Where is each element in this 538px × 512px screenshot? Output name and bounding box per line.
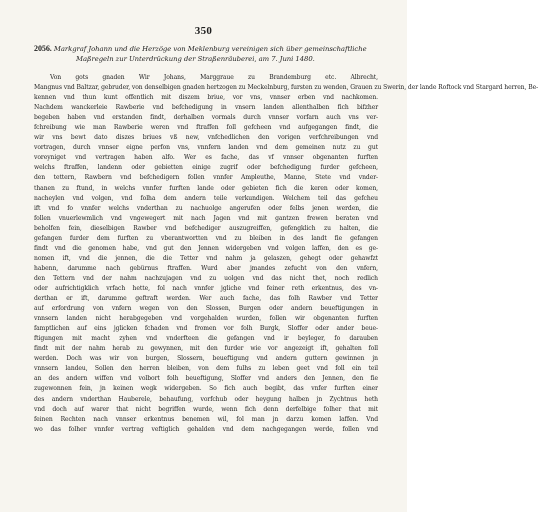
body-line: thanen zu ftund, in welchs vnnfer furften lande oder gebieten fich die keren oder komen, xyxy=(34,184,378,192)
body-line: wo das folher vnnfer vertrag veftiglich gehalden vnd dem nachgegangen werde, follen vnd xyxy=(34,425,378,433)
heading-line-2: Maßregeln zur Unterdrückung der Straßenräuberei, am 7. Juni 1480. xyxy=(76,55,315,63)
body-line: derthan er ift, darumme geftraft werden. Wer auch fache, das folh Rawber vnd Tetter xyxy=(34,295,378,303)
body-line: fchreibung wie man Rawberie weren vnd ftraffen foll gefcheen vnd aufgegangen findt, die xyxy=(34,124,378,132)
body-line: ftigungen mit macht zyhen vnd vnderfteen die gefangen vnd ir beyleger, fo darauben xyxy=(34,335,378,343)
body-line: des andern vnderthan Hauberele, behaufung, vorfchub oder heygung halben jn Zychtnus heth xyxy=(34,395,378,403)
body-line: Mangnus vnd Baltzar, gebruder, von denselbigen gnaden hertzogen zu Meckelnburg, fursten zu wenden, Grauen zu Swerin, der lande Roftock vnd Stargard herren, Be- xyxy=(34,84,538,92)
document-number: 2056. xyxy=(34,44,52,53)
body-line: an des andern wiffen vnd volbort folh beueftigung, Sloffer vnd anders den Jennen, den fie xyxy=(34,375,378,383)
heading-text-1: Markgraf Johann und die Herzöge von Meklenburg vereinigen sich über gemeinschaftliche xyxy=(53,45,367,53)
body-line: kennen vnd thun kunt offentlich mit diszem briue, vor vns, vnnser erben vnd nachkomen. xyxy=(34,94,378,102)
body-line: werden. Doch was wir von burgen, Slossern, beueftigung vnd andern guttern gewinnen jn xyxy=(34,355,378,363)
body-line: follen vnuerlewmlich vnd vngewegert mit nach Jagen vnd mit gantzen frewen beraten vnd xyxy=(34,214,378,222)
body-line: wir vns bewt dato diszes briues vß new, vnfchedlichen den vorigen verfchreibungen vnd xyxy=(34,134,378,142)
body-line: findt vnd die genomen habe, vnd gut den Jennen widergeben vnd volgen laffen, den es ge- xyxy=(34,244,378,252)
body-line: zugewonnen fein, jn keinen wegk widergeben. So fich auch begibt, das vnfer furften einer xyxy=(34,385,378,393)
body-line: den Tettern vnd der nahm nachzujagen vnd zu uolgen vnd das nicht thet, noch redlich xyxy=(34,274,378,282)
body-line: auf erfordrung von vnfern wegen von den Slossen, Burgen oder andern beueftigungen in xyxy=(34,305,378,313)
page-number: 350 xyxy=(194,25,213,37)
body-text xyxy=(34,73,538,435)
body-line: den tettern, Rawbern vnd befchedigern follen vnnfer Ampleuthe, Manne, Stete vnd vnder- xyxy=(34,174,378,182)
body-line: vnnsern landen nicht herabgegeben vnd vorgehalden wurden, follen wir obgenanten furften xyxy=(34,315,378,323)
body-line: Nachdem wanckerleie Rawberie vnd befchedigung in vnsern landen allenthalben fich bifzher xyxy=(34,104,378,112)
body-line: vortragen, durch vnnser eigne perfon vns, vnnfern landen vnd dem gemeinen nutz zu gut xyxy=(34,144,378,152)
document-heading xyxy=(34,44,378,64)
body-line: beholfen fein, dieselbigen Rawber vnd befchediger auszugreiffen, gefengklich zu halten, die xyxy=(34,224,378,232)
body-line: oder aufrichtigklich vrfach hette, fol nach vnnfer jgliche vnd feiner reth erkentnus, des vn- xyxy=(34,284,378,292)
body-line: ift vnd fo vnnfer welchs vnderthan zu nachuolge angerufen oder felbs jenen werden, die xyxy=(34,204,378,212)
body-line: habenn, darumme nach gebürnus ftraffen. Wurd aber jmandes zefucht von den vnfern, xyxy=(34,264,378,272)
body-line: begeben haben vnd erstanden findt, derhalben vormals durch vnnser vorfarn auch vns ver- xyxy=(34,114,378,122)
body-line: gefangen furder dem furften zu vberantwortten vnd zu bleiben in des landt fie gefangen xyxy=(34,234,378,242)
body-line: welchs ftraffen, landenn oder gebietten einige zugrif oder befchedigung furder gefcheen, xyxy=(34,164,378,172)
body-line: nomen ift, vnd die jennen, die die Tetter vnd nahm ja gelaszen, gehegt oder gehawfzt xyxy=(34,254,378,262)
body-line: vnnsern landeu, Sollen den herren bleiben, von dem fulhs zu leben geet vnd foll ein teil xyxy=(34,365,378,373)
body-line: famptlichen auf eins jglicken fchaden vnd fromen vor folh Burgk, Sloffer oder ander beue- xyxy=(34,325,378,333)
body-line: voreyniget vnd vertragen haben alfo. Wer es fache, das vf vnnser obgenanten furften xyxy=(34,154,378,162)
body-line: Von gots gnaden Wir Johans, Marggraue zu Brandemburg etc. Albrecht, xyxy=(50,74,378,81)
body-line: findt mit der nahm herab zu gewynnen, mit den furder wie vor angezeigt ift, gehalten foll xyxy=(34,345,378,353)
body-line: feinen Rechten nach vnnser erkentnus benemen wil, fol man jn darzu komen laffen. Vnd xyxy=(34,415,378,423)
heading-line-1 xyxy=(34,44,378,54)
body-line: nacheylen vnd volgen, vnd folha dem andern teile verkundigen. Welchem teil das gefcheu xyxy=(34,194,378,202)
body-line: vnd doch auf warer that nicht begriffen wurde, wenn fich denn derfelbige folher that mit xyxy=(34,405,378,413)
